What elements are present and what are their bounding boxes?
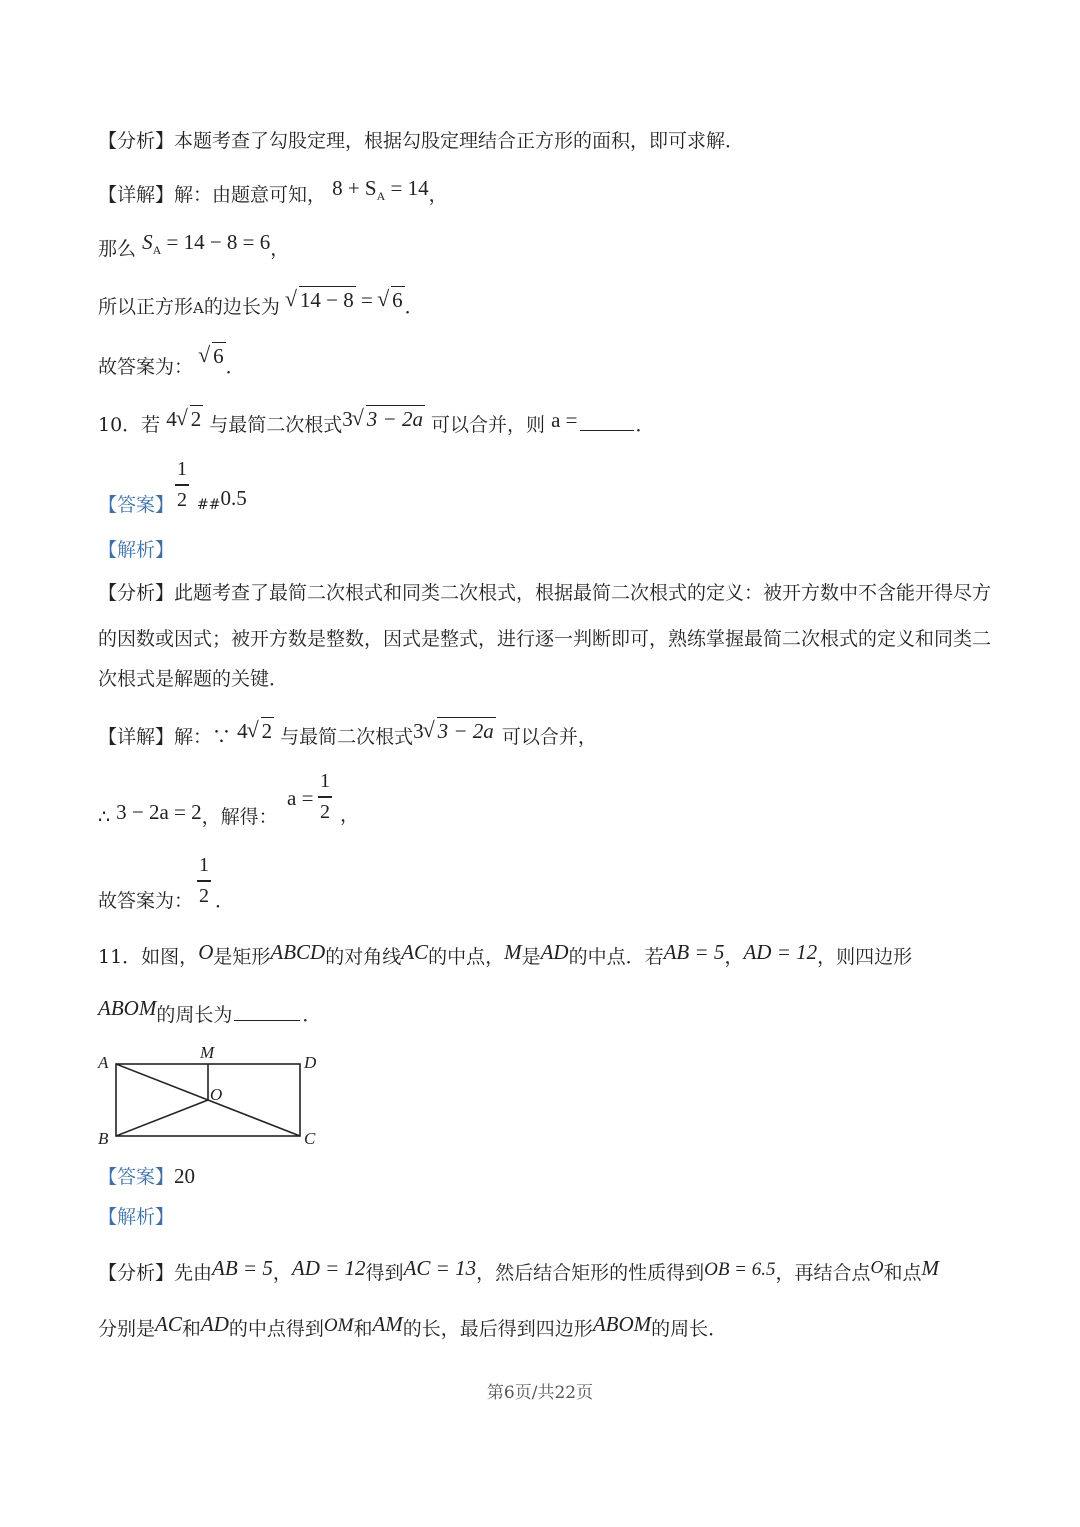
q11-question-l2: ABOM的周长为 ． [98,996,322,1026]
q9-analysis: 【分析】本题考查了勾股定理，根据勾股定理结合正方形的面积，即可求解． [98,130,745,152]
answer-blank [580,430,634,431]
q11-answer: 【答案】20 [98,1164,196,1188]
q10-solve-fraction: 1 2 [320,770,330,823]
label-C: C [304,1129,316,1148]
label-M: M [200,1043,215,1062]
q10-final-period: ． [215,890,235,912]
label-O: O [210,1085,223,1104]
q9-answer: 故答案为： √ 6 ． [98,356,245,377]
q9-side: 所以正方形A的边长为 √ 14 − 8 = √ 6 ． [98,296,424,317]
q10-jiexi-tag: 【解析】 [98,539,175,561]
q10-answer-tag: 【答案】 [98,494,175,516]
rectangle-figure [90,1038,335,1150]
page-footer: 第6页/共22页 [486,1383,594,1403]
q10-detail: 【详解】解：∵ 4√ 2 与最简二次根式3√ 3 − 2a 可以合并， [98,726,597,747]
q10-solve-comma: ， [340,804,360,826]
q11-analysis-l2: 分别是AC和AD的中点得到OM和AM的长，最后得到四边形ABOM的周长． [98,1312,728,1340]
answer-blank [234,1020,300,1021]
q10-a-eq: a = [287,786,314,810]
label-B: B [98,1129,109,1148]
q10-final: 故答案为： [98,890,194,912]
q9-then: 那么 $S_A = 14 - 8 = 6$， [98,230,290,260]
q10-question: 10．若 4√ 2 与最简二次根式3√ 3 − 2a 可以合并，则 a = ． [98,414,655,435]
q9-detail: 【详解】解：由题意可知， $8 + S_A = 14$， [98,176,448,206]
q11-analysis-l1: 【分析】先由AB = 5，AD = 12得到AC = 13，然后结合矩形的性质得到OB = 6.5，再结合点O和点M [98,1256,940,1284]
segment-BO [116,1100,208,1136]
q10-analysis-l2: 的因数或因式；被开方数是整数，因式是整式，进行逐一判断即可，熟练掌握最简二次根式的定义和同类二 [98,628,992,650]
q10-answer-fraction: 1 2 [177,458,187,511]
q10-solve: ∴ 3 − 2a = 2，解得： [98,800,278,828]
label-A: A [98,1053,109,1072]
q11-question-l1: 11．如图，O是矩形ABCD的对角线AC的中点，M是AD的中点．若AB = 5，AD = 12，则四边形 [98,940,913,968]
q11-jiexi-tag: 【解析】 [98,1206,175,1228]
q10-answer-alt: ##0.5 [197,486,247,513]
q10-final-fraction: 1 2 [199,854,209,907]
q10-analysis-l1: 【分析】此题考查了最简二次根式和同类二次根式，根据最简二次根式的定义：被开方数中不含能开得尽方 [98,582,992,604]
q10-analysis-l3: 次根式是解题的关键． [98,668,289,690]
label-D: D [304,1053,317,1072]
